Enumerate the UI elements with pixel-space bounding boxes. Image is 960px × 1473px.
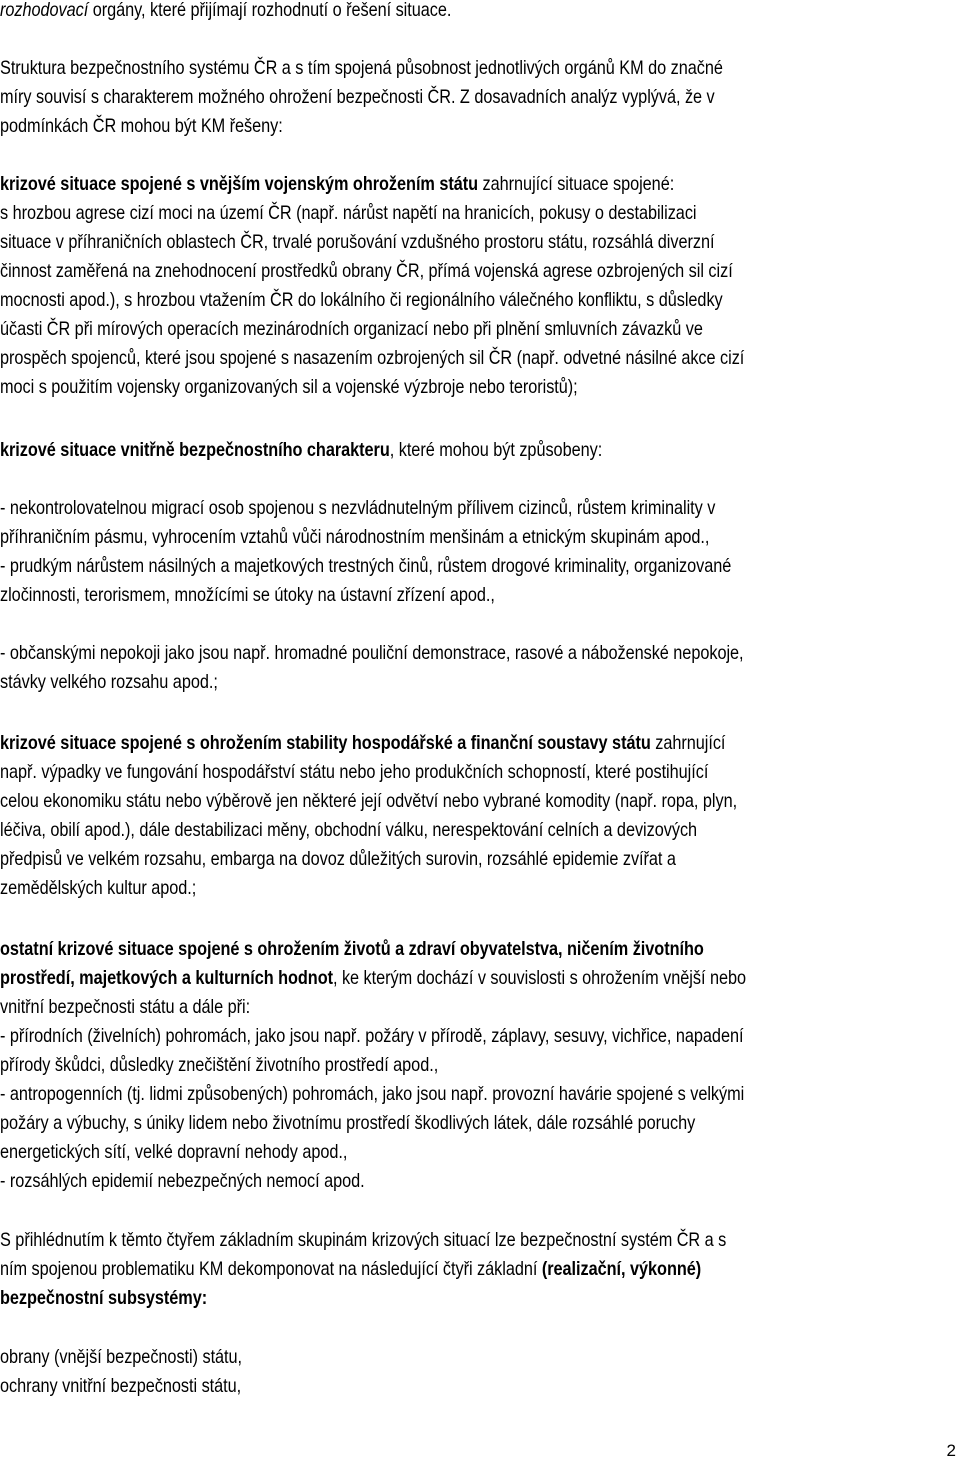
text-line: požáry a výbuchy, s úniky lidem nebo životnímu prostředí škodlivých látek, dále rozsáhlé poruchy xyxy=(0,1112,696,1134)
text-line: podmínkách ČR mohou být KM řešeny: xyxy=(0,115,283,137)
text-line: krizové situace vnitřně bezpečnostního charakteru, které mohou být způsobeny: xyxy=(0,439,603,461)
text-line: krizové situace spojené s vnějším vojenským ohrožením státu zahrnující situace spojené: xyxy=(0,173,675,195)
text-line: S přihlédnutím k těmto čtyřem základním skupinám krizových situací lze bezpečnostní systém ČR a s xyxy=(0,1229,727,1251)
text-line: zločinnosti, terorismem, množícími se útoky na ústavní zřízení apod., xyxy=(0,584,495,606)
text-line: bezpečnostní subsystémy: xyxy=(0,1287,208,1309)
text-line: - občanskými nepokoji jako jsou např. hromadné pouliční demonstrace, rasové a náboženské nepokoje, xyxy=(0,642,744,664)
page-number: 2 xyxy=(946,1441,956,1460)
text-line: činnost zaměřená na znehodnocení prostředků obrany ČR, přímá vojenská agrese ozbrojených sil cizí xyxy=(0,260,733,282)
text-line: - přírodních (živelních) pohromách, jako jsou např. požáry v přírodě, záplavy, sesuvy, vichřice, napadení xyxy=(0,1025,744,1047)
text-line: situace v příhraničních oblastech ČR, trvalé porušování vzdušného prostoru státu, rozsáhlá diverzní xyxy=(0,231,715,253)
text-line: prostředí, majetkových a kulturních hodnot, ke kterým dochází v souvislosti s ohrožením vnější nebo xyxy=(0,967,747,989)
text-line: ním spojenou problematiku KM dekomponovat na následující čtyři základní (realizační, výkonné) xyxy=(0,1258,702,1280)
text-line: účasti ČR při mírových operacích mezinárodních organizací nebo při plnění smluvních závazků ve xyxy=(0,318,703,340)
text-line: energetických sítí, velké dopravní nehody apod., xyxy=(0,1141,348,1163)
text-line: - antropogenních (tj. lidmi způsobených) pohromách, jako jsou např. provozní havárie spojené s velkými xyxy=(0,1083,745,1105)
text-line: - nekontrolovatelnou migrací osob spojenou s nezvládnutelným přílivem cizinců, růstem kriminality v xyxy=(0,497,716,519)
text-line: přírody škůdci, důsledky znečištění životního prostředí apod., xyxy=(0,1054,439,1076)
text-line: Struktura bezpečnostního systému ČR a s tím spojená působnost jednotlivých orgánů KM do značné xyxy=(0,57,723,79)
text-line: - prudkým nárůstem násilných a majetkových trestných činů, růstem drogové kriminality, organizované xyxy=(0,555,732,577)
text-line: např. výpadky ve fungování hospodářství státu nebo jeho produkčních schopností, které postihující xyxy=(0,761,709,783)
text-line: s hrozbou agrese cizí moci na území ČR (např. nárůst napětí na hranicích, pokusy o destabilizaci xyxy=(0,202,697,224)
text-line: moci s použitím vojensky organizovaných sil a vojenské výzbroje nebo teroristů); xyxy=(0,376,578,398)
text-line: léčiva, obilí apod.), dále destabilizaci měny, obchodní válku, nerespektování celních a devizových xyxy=(0,819,698,841)
text-line: obrany (vnější bezpečnosti) státu, xyxy=(0,1346,243,1368)
text-line: - rozsáhlých epidemií nebezpečných nemocí apod. xyxy=(0,1170,365,1192)
text-line: celou ekonomiku státu nebo výběrově jen některé její odvětví nebo vybrané komodity (např. ropa, plyn, xyxy=(0,790,738,812)
text-line: rozhodovací orgány, které přijímají rozhodnutí o řešení situace. xyxy=(0,0,452,21)
text-line: stávky velkého rozsahu apod.; xyxy=(0,671,218,693)
text-line: mocnosti apod.), s hrozbou vtažením ČR do lokálního či regionálního válečného konfliktu, s důsledky xyxy=(0,289,723,311)
text-line: ostatní krizové situace spojené s ohrožením životů a zdraví obyvatelstva, ničením životního xyxy=(0,938,704,960)
text-line: prospěch spojenců, které jsou spojené s nasazením ozbrojených sil ČR (např. odvetné násilné akce cizí xyxy=(0,347,745,369)
text-line: vnitřní bezpečnosti státu a dále při: xyxy=(0,996,251,1018)
text-line: zemědělských kultur apod.; xyxy=(0,877,197,899)
text-line: ochrany vnitřní bezpečnosti státu, xyxy=(0,1375,242,1397)
text-line: předpisů ve velkém rozsahu, embarga na dovoz důležitých surovin, rozsáhlé epidemie zvířat a xyxy=(0,848,676,870)
text-line: míry souvisí s charakterem možného ohrožení bezpečnosti ČR. Z dosavadních analýz vyplývá, že v xyxy=(0,86,715,108)
text-line: příhraničním pásmu, vyhrocením vztahů vůči národnostním menšinám a etnickým skupinám apod., xyxy=(0,526,710,548)
text-line: krizové situace spojené s ohrožením stability hospodářské a finanční soustavy státu zahrnující xyxy=(0,732,726,754)
